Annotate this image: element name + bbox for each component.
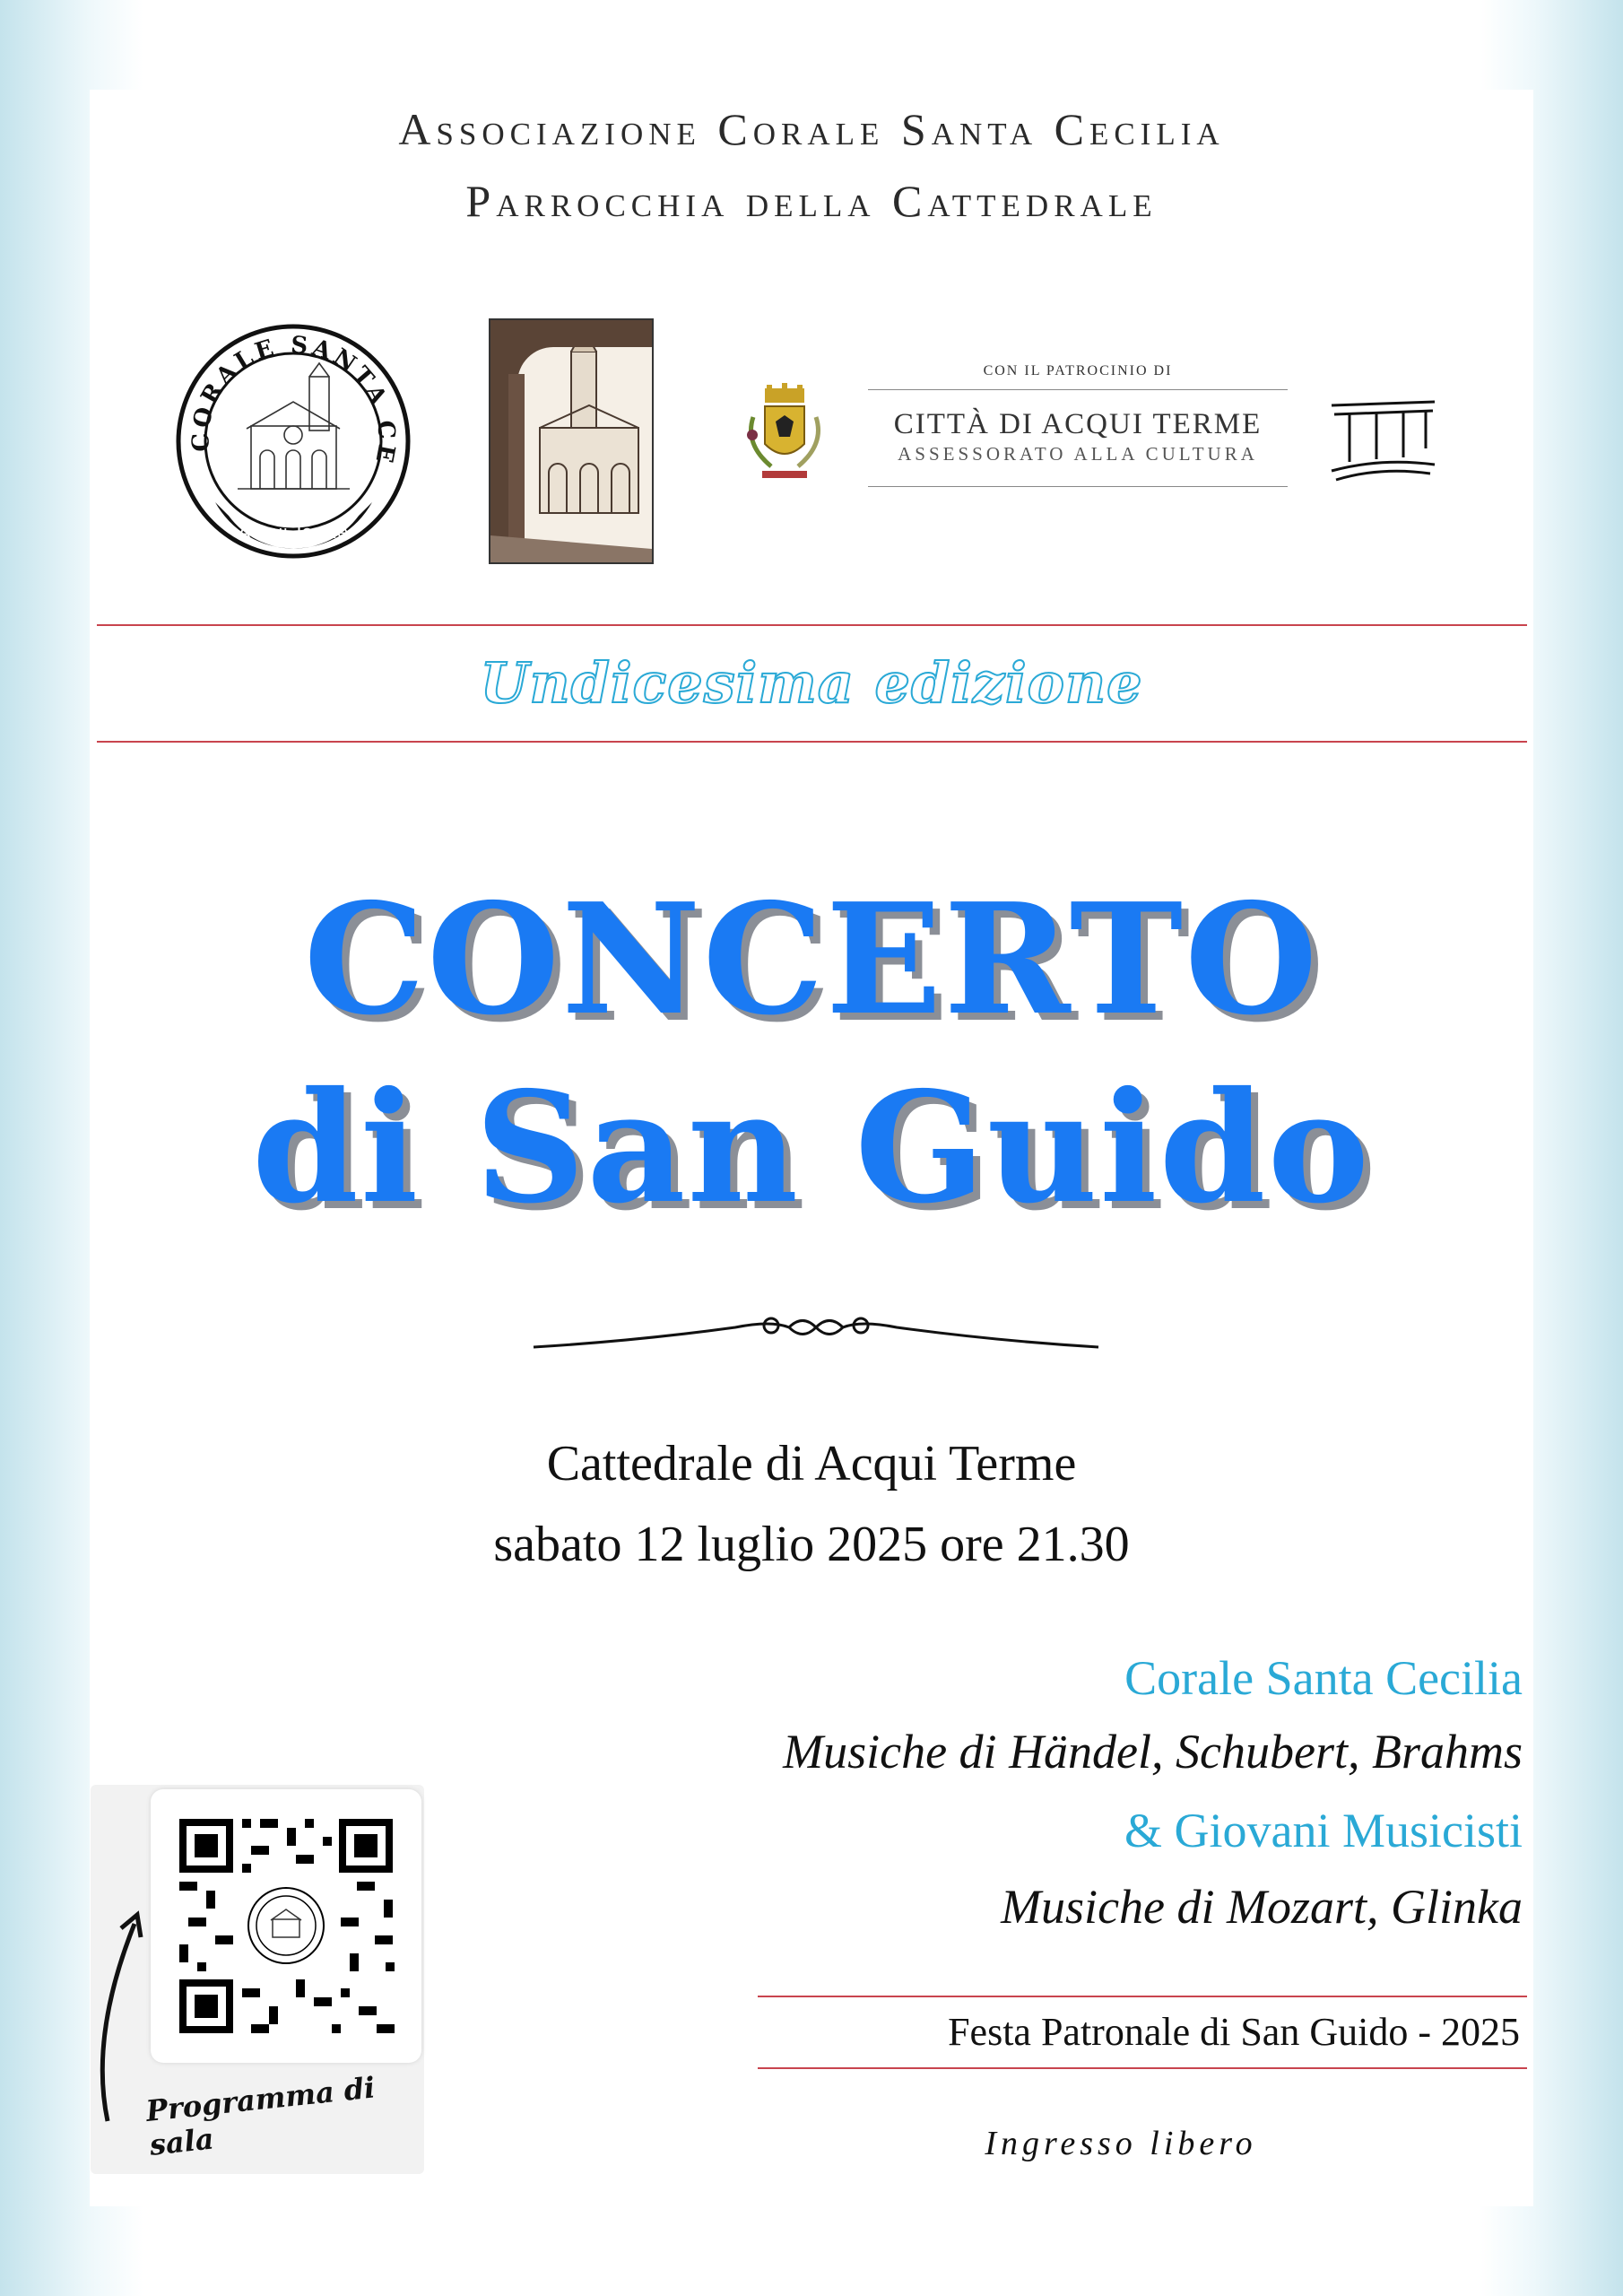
columns-logo: [1327, 395, 1439, 489]
arrow-icon: [85, 1901, 157, 2126]
festa-bottom-rule: [758, 2067, 1527, 2069]
patronage-office: ASSESSORATO ALLA CULTURA: [898, 443, 1258, 465]
performer-1-name: Corale Santa Cecilia: [1124, 1651, 1523, 1705]
edition-bottom-rule: [97, 741, 1527, 743]
edition-top-rule: [97, 624, 1527, 626]
patronage-city: CITTÀ DI ACQUI TERME: [893, 408, 1263, 440]
performer-2-name: & Giovani Musicisti: [1124, 1804, 1523, 1857]
festa-text: Festa Patronale di San Guido - 2025: [948, 2010, 1520, 2054]
entry-note: Ingresso libero: [985, 2125, 1257, 2162]
qr-code[interactable]: [151, 1789, 421, 2063]
title-line-2: di San Guido: [252, 1058, 1371, 1238]
title-line-1: CONCERTO: [303, 870, 1320, 1049]
qr-code-frame[interactable]: [151, 1789, 421, 2063]
ornament-divider: [529, 1300, 1103, 1354]
edition-text: Undicesima edizione: [480, 650, 1143, 716]
association-name: Associazione Corale Santa Cecilia: [398, 104, 1225, 154]
qr-caption: Programma di sala: [144, 2070, 377, 2162]
corale-santa-cecilia-logo: [175, 323, 412, 561]
event-datetime: sabato 12 luglio 2025 ore 21.30: [493, 1517, 1130, 1572]
cloister-illustration: [489, 318, 654, 564]
logo-ring-text: CORALE SANTA CE: [187, 331, 401, 469]
city-coat-of-arms: [740, 381, 829, 489]
performer-2-program: Musiche di Mozart, Glinka: [1001, 1880, 1523, 1934]
performer-1-program: Musiche di Händel, Schubert, Brahms: [783, 1725, 1523, 1779]
parish-name: Parrocchia della Cattedrale: [465, 176, 1158, 226]
event-venue: Cattedrale di Acqui Terme: [546, 1436, 1077, 1492]
festa-top-rule: [758, 1996, 1527, 1997]
logo-bottom-text: Acqui Terme: [238, 521, 349, 543]
patronage-intro: CON IL PATROCINIO DI: [983, 363, 1173, 378]
patronage-bottom-rule: [868, 486, 1288, 487]
edition-label: [0, 650, 1623, 716]
patronage-top-rule: [868, 389, 1288, 390]
